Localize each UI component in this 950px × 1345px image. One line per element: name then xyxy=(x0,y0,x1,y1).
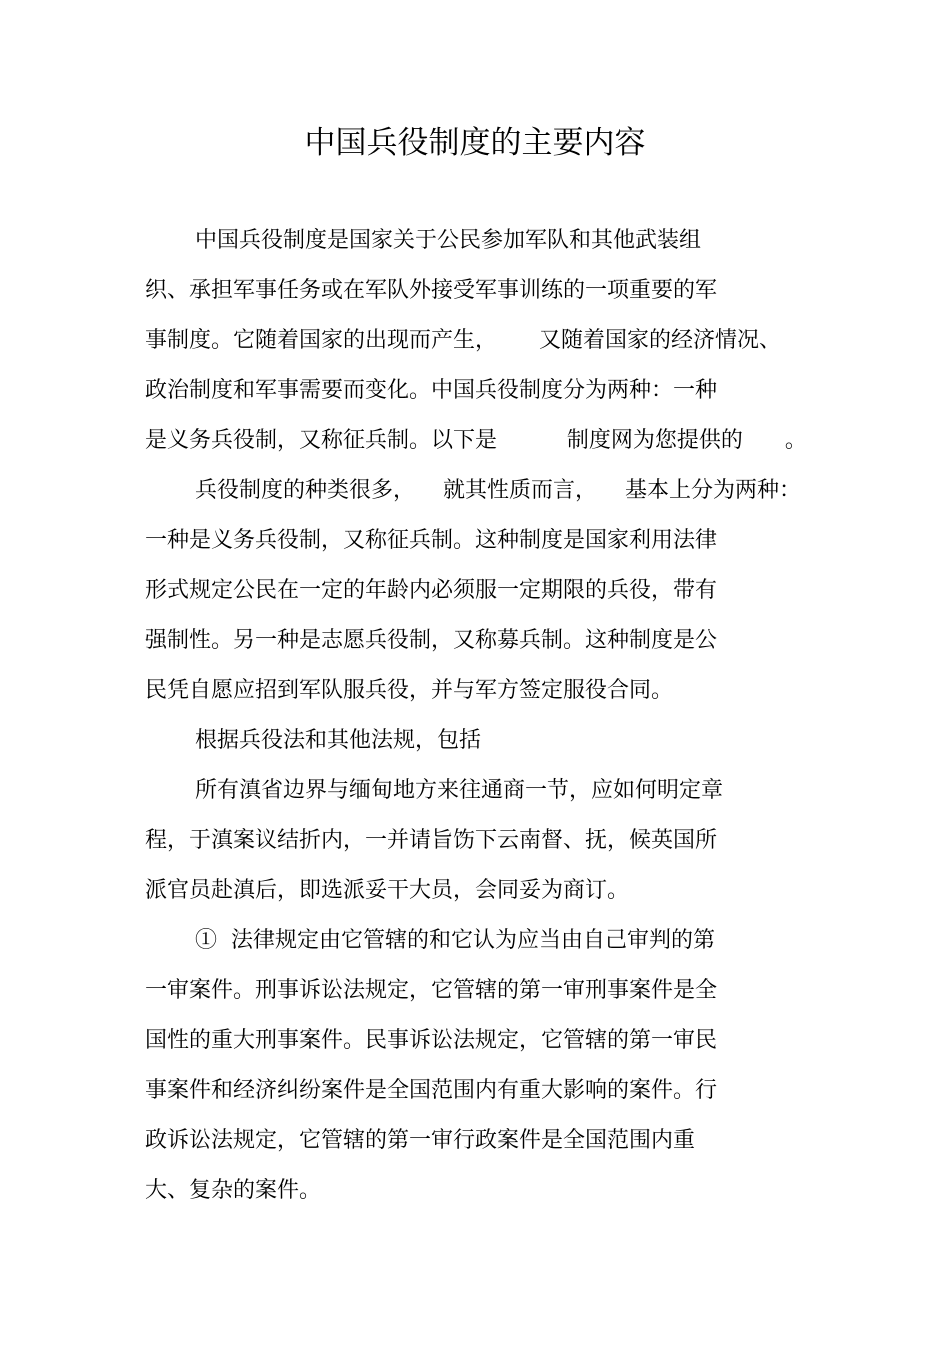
paragraph-line: 织、承担军事任务或在军队外接受军事训练的一项重要的军 xyxy=(145,278,718,303)
paragraph-line: 国性的重大刑事案件。民事诉讼法规定，它管辖的第一审民 xyxy=(145,1028,718,1053)
paragraph-line: 一审案件。刑事诉讼法规定，它管辖的第一审刑事案件是全 xyxy=(145,978,718,1003)
paragraph-line: 所有滇省边界与缅甸地方来往通商一节，应如何明定章 xyxy=(195,778,724,803)
paragraph-line: 根据兵役法和其他法规，包括 xyxy=(195,728,482,753)
paragraph-line: 强制性。另一种是志愿兵役制，又称募兵制。这种制度是公 xyxy=(145,628,718,653)
paragraph-line: 形式规定公民在一定的年龄内必须服一定期限的兵役，带有 xyxy=(145,578,718,603)
paragraph-line: 民凭自愿应招到军队服兵役，并与军方签定服役合同。 xyxy=(145,678,674,703)
paragraph-line: 一种是义务兵役制，又称征兵制。这种制度是国家利用法律 xyxy=(145,528,718,553)
paragraph-line: 中国兵役制度是国家关于公民参加军队和其他武装组 xyxy=(195,228,702,253)
paragraph-line: ① 法律规定由它管辖的和它认为应当由自己审判的第 xyxy=(195,928,715,953)
paragraph-line: 事案件和经济纠纷案件是全国范围内有重大影响的案件。行 xyxy=(145,1078,718,1103)
paragraph-line: 程，于滇案议结折内，一并请旨饬下云南督、抚，候英国所 xyxy=(145,828,718,853)
paragraph-line: 事制度。它随着国家的出现而产生， 又随着国家的经济情况、 xyxy=(145,328,781,353)
paragraph-line: 大、复杂的案件。 xyxy=(145,1178,322,1203)
paragraph-line: 兵役制度的种类很多， 就其性质而言， 基本上分为两种： xyxy=(195,478,801,503)
paragraph-line: 派官员赴滇后，即选派妥干大员，会同妥为商订。 xyxy=(145,878,630,903)
paragraph-line: 政治制度和军事需要而变化。中国兵役制度分为两种：一种 xyxy=(145,378,718,403)
paragraph-line: 是义务兵役制，又称征兵制。以下是 制度网为您提供的 。 xyxy=(145,428,807,453)
document-title: 中国兵役制度的主要内容 xyxy=(304,125,646,161)
paragraph-line: 政诉讼法规定，它管辖的第一审行政案件是全国范围内重 xyxy=(145,1128,696,1153)
